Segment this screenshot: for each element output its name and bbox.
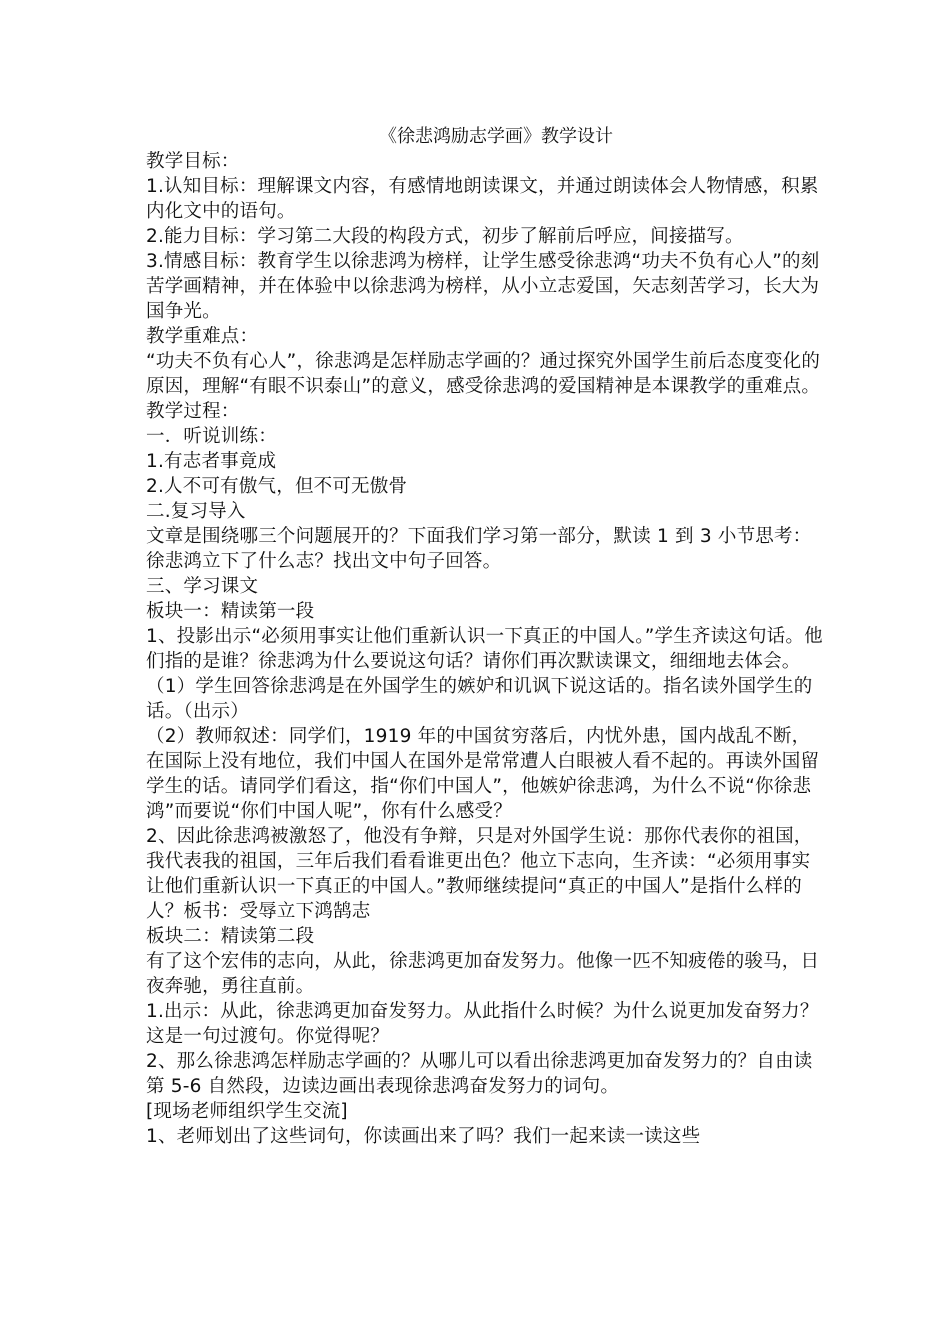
block-two-item-3: 1、老师划出了这些词句，你读画出来了吗？我们一起来读一读这些 [146, 1126, 701, 1147]
section-heading-process: 教学过程： [146, 401, 240, 422]
key-points-text: “功夫不负有心人”，徐悲鸿是怎样励志学画的？通过探究外国学生前后态度变化的原因，理解“有眼不识泰山”的意义，感受徐悲鸿的爱国精神是本课教学的重难点。 [146, 351, 821, 397]
listening-item-2: 2.人不可有傲气，但不可无傲骨 [146, 476, 408, 497]
document-title: 《徐悲鸿励志学画》教学设计 [379, 126, 613, 147]
block-two-heading: 板块二：精读第二段 [146, 926, 315, 947]
block-one-heading: 板块一：精读第一段 [146, 601, 315, 622]
block-two-item-2: 2、那么徐悲鸿怎样励志学画的？从哪儿可以看出徐悲鸿更加奋发努力的？自由读第 5-6 自然段，边读边画出表现徐悲鸿奋发努力的词句。 [146, 1051, 813, 1097]
section-heading-key-points: 教学重难点： [146, 326, 259, 347]
goal-emotion: 3.情感目标：教育学生以徐悲鸿为榜样，让学生感受徐悲鸿“功夫不负有心人”的刻苦学画精神，并在体验中以徐悲鸿为榜样，从小立志爱国，矢志刻苦学习，长大为国争光。 [146, 251, 820, 322]
listening-item-1: 1.有志者事竟成 [146, 451, 277, 472]
goal-ability: 2.能力目标：学习第二大段的构段方式，初步了解前后呼应，间接描写。 [146, 226, 744, 247]
step-study: 三、学习课文 [146, 576, 259, 597]
block-one-sub-2: （2）教师叙述：同学们，1919 年的中国贫穷落后，内忧外患，国内战乱不断，在国际上没有地位，我们中国人在国外是常常遭人白眼被人看不起的。再读外国留学生的话。请同学们看这，指“你们中国人”，他嫉妒徐悲鸿，为什么不说“你徐悲鸿”而要说“你们中国人呢”，你有什么感受？ [146, 726, 820, 822]
block-two-intro: 有了这个宏伟的志向，从此，徐悲鸿更加奋发努力。他像一匹不知疲倦的骏马，日夜奔驰，勇往直前。 [146, 951, 820, 997]
document-page [146, 124, 826, 1149]
section-heading-goals: 教学目标： [146, 151, 240, 172]
goal-cognitive: 1.认知目标：理解课文内容，有感情地朗读课文，并通过朗读体会人物情感，积累内化文中的语句。 [146, 176, 819, 222]
block-one-item-2: 2、因此徐悲鸿被激怒了，他没有争辩，只是对外国学生说：那你代表你的祖国，我代表我的祖国，三年后我们看看谁更出色？他立下志向，生齐读：“必须用事实让他们重新认识一下真正的中国人。”教师继续提问“真正的中国人”是指什么样的人？板书：受辱立下鸿鹄志 [146, 826, 813, 922]
block-one-item-1: 1、投影出示“必须用事实让他们重新认识一下真正的中国人。”学生齐读这句话。他们指的是谁？徐悲鸿为什么要说这句话？请你们再次默读课文，细细地去体会。 [146, 626, 823, 672]
block-two-item-1: 1.出示：从此，徐悲鸿更加奋发努力。从此指什么时候？为什么说更加发奋努力？这是一句过渡句。你觉得呢？ [146, 1001, 819, 1047]
step-review: 二.复习导入 [146, 501, 246, 522]
block-two-note: [现场老师组织学生交流] [146, 1101, 348, 1122]
step-listening: 一．听说训练： [146, 426, 277, 447]
block-one-sub-1: （1）学生回答徐悲鸿是在外国学生的嫉妒和讥讽下说这话的。指名读外国学生的话。（出示） [146, 676, 813, 722]
review-text: 文章是围绕哪三个问题展开的？下面我们学习第一部分，默读 1 到 3 小节思考：徐悲鸿立下了什么志？找出文中句子回答。 [146, 526, 812, 572]
